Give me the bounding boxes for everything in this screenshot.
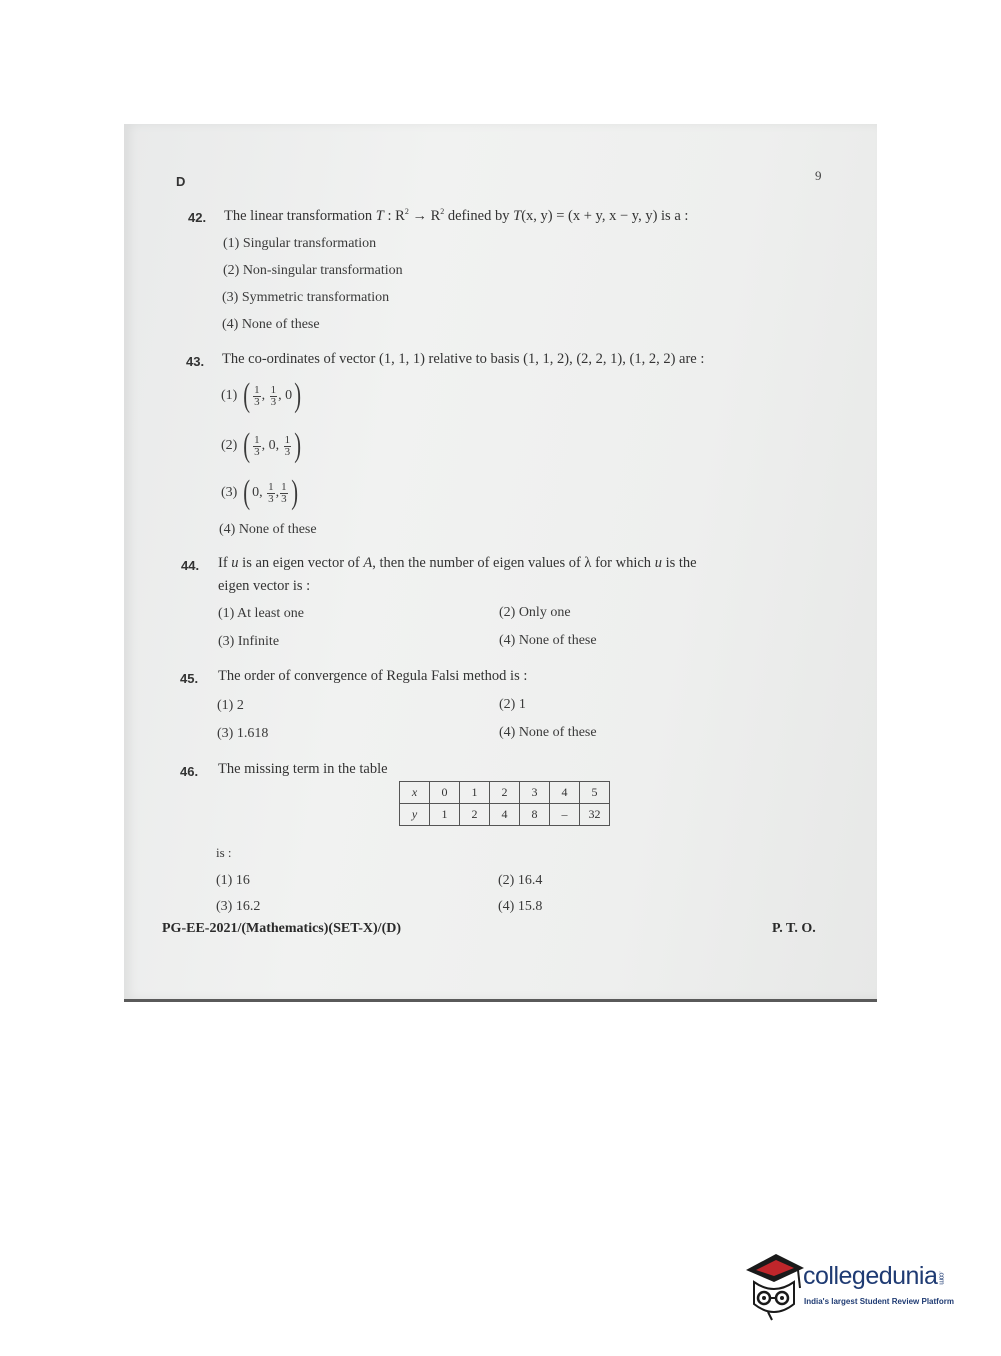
- option: (4) None of these: [219, 522, 317, 537]
- question-text: [224, 207, 688, 225]
- table-cell: 1: [460, 782, 490, 804]
- option: (4) None of these: [499, 633, 597, 648]
- question-text-line2: eigen vector is :: [218, 578, 311, 594]
- option: (2) Only one: [499, 605, 571, 620]
- fraction: $\frac{1}{3}$: [284, 433, 291, 458]
- q-text-part: : R: [383, 207, 405, 224]
- q-text-part: A: [363, 555, 373, 571]
- table-cell: 2: [490, 782, 520, 804]
- q-text-part: u: [654, 555, 662, 571]
- q-text-part: (x, y) = (x + y, x − y, y) is a :: [521, 207, 689, 224]
- page-number: 9: [815, 168, 822, 183]
- option-label: (2): [221, 438, 238, 453]
- table-cell: 5: [580, 782, 610, 804]
- vector-term: 0: [268, 438, 276, 453]
- set-letter: D: [176, 174, 186, 189]
- option-label: (1): [221, 388, 238, 403]
- question-number: 45.: [180, 671, 199, 686]
- q-text-part: If: [218, 555, 232, 571]
- q-text-part: , then the number of eigen values of λ for which: [372, 555, 655, 571]
- question-number: 42.: [188, 210, 207, 225]
- option: (2) 16.4: [498, 873, 543, 888]
- option-vector: (2) ( $\frac{1}{3}$ , 0 , $\frac{1}{3}$ ): [221, 427, 302, 464]
- option: (4) 15.8: [498, 899, 543, 914]
- option: (3) Infinite: [218, 634, 280, 649]
- q-text-part: 2: [440, 207, 445, 216]
- q-text-part: → R: [408, 207, 441, 224]
- table-cell: 2: [460, 804, 490, 826]
- option-vector: (3) ( 0 , $\frac{1}{3}$ , $\frac{1}{3}$ ): [221, 474, 298, 511]
- fraction: $\frac{1}{3}$: [281, 480, 287, 505]
- option: (3) 16.2: [216, 899, 261, 914]
- q-text-part: defined by: [444, 207, 514, 224]
- option: (1) 2: [217, 698, 244, 713]
- q-text-part: T: [513, 207, 522, 224]
- table-cell: y: [400, 804, 430, 826]
- table-row: [400, 804, 610, 826]
- table-cell: 1: [430, 804, 460, 826]
- option: (2) Non-singular transformation: [223, 263, 403, 278]
- option: (1) 16: [216, 873, 250, 888]
- option-label: (3): [221, 485, 238, 500]
- fraction: $\frac{1}{3}$: [268, 480, 274, 505]
- table-cell: 4: [550, 782, 580, 804]
- option-vector: (1) ( $\frac{1}{3}$ , $\frac{1}{3}$ , 0 ): [221, 377, 302, 414]
- brand-name: [803, 1262, 944, 1291]
- table-cell: –: [550, 804, 580, 826]
- question-text: The co-ordinates of vector (1, 1, 1) relative to basis (1, 1, 2), (2, 2, 1), (1, 2, 2) are :: [222, 351, 705, 367]
- fraction: $\frac{1}{3}$: [254, 383, 260, 408]
- fraction: $\frac{1}{3}$: [254, 433, 260, 458]
- q-text-part: T: [375, 207, 384, 224]
- question-number: 43.: [186, 354, 205, 369]
- option: (1) At least one: [218, 606, 304, 621]
- question-text: The order of convergence of Regula Falsi method is :: [218, 668, 528, 684]
- vector-term: 0: [252, 485, 260, 500]
- q-text-part: is the: [661, 555, 697, 571]
- brand-text: collegedunia: [803, 1262, 938, 1290]
- q-text-part: 2: [404, 207, 409, 216]
- table-row: [400, 782, 610, 804]
- option: (4) None of these: [222, 317, 320, 332]
- table-cell: 0: [430, 782, 460, 804]
- table-cell: x: [400, 782, 430, 804]
- q-text-part: The linear transformation: [224, 207, 376, 224]
- question-text: The missing term in the table: [218, 761, 388, 777]
- question-number: 46.: [180, 764, 199, 779]
- table-cell: 32: [580, 804, 610, 826]
- option: (2) 1: [499, 697, 526, 712]
- table-cell: 8: [520, 804, 550, 826]
- q-text-part: is an eigen vector of: [238, 555, 364, 571]
- data-table: [399, 781, 610, 826]
- question-number: 44.: [181, 558, 200, 573]
- brand-tagline: India's largest Student Review Platform: [804, 1297, 954, 1306]
- question-continuation: is :: [216, 845, 232, 860]
- table-cell: 4: [490, 804, 520, 826]
- paper-code: PG-EE-2021/(Mathematics)(SET-X)/(D): [162, 921, 402, 936]
- option: (1) Singular transformation: [223, 236, 377, 251]
- pto-label: P. T. O.: [772, 921, 816, 936]
- table-cell: 3: [520, 782, 550, 804]
- q-text-part: u: [231, 555, 239, 571]
- option: (4) None of these: [499, 725, 597, 740]
- question-text: [218, 555, 818, 572]
- fraction: $\frac{1}{3}$: [270, 383, 277, 408]
- option: (3) 1.618: [217, 726, 269, 741]
- vector-term: 0: [285, 388, 293, 403]
- option: (3) Symmetric transformation: [222, 290, 390, 305]
- brand-suffix: .com: [937, 1270, 945, 1284]
